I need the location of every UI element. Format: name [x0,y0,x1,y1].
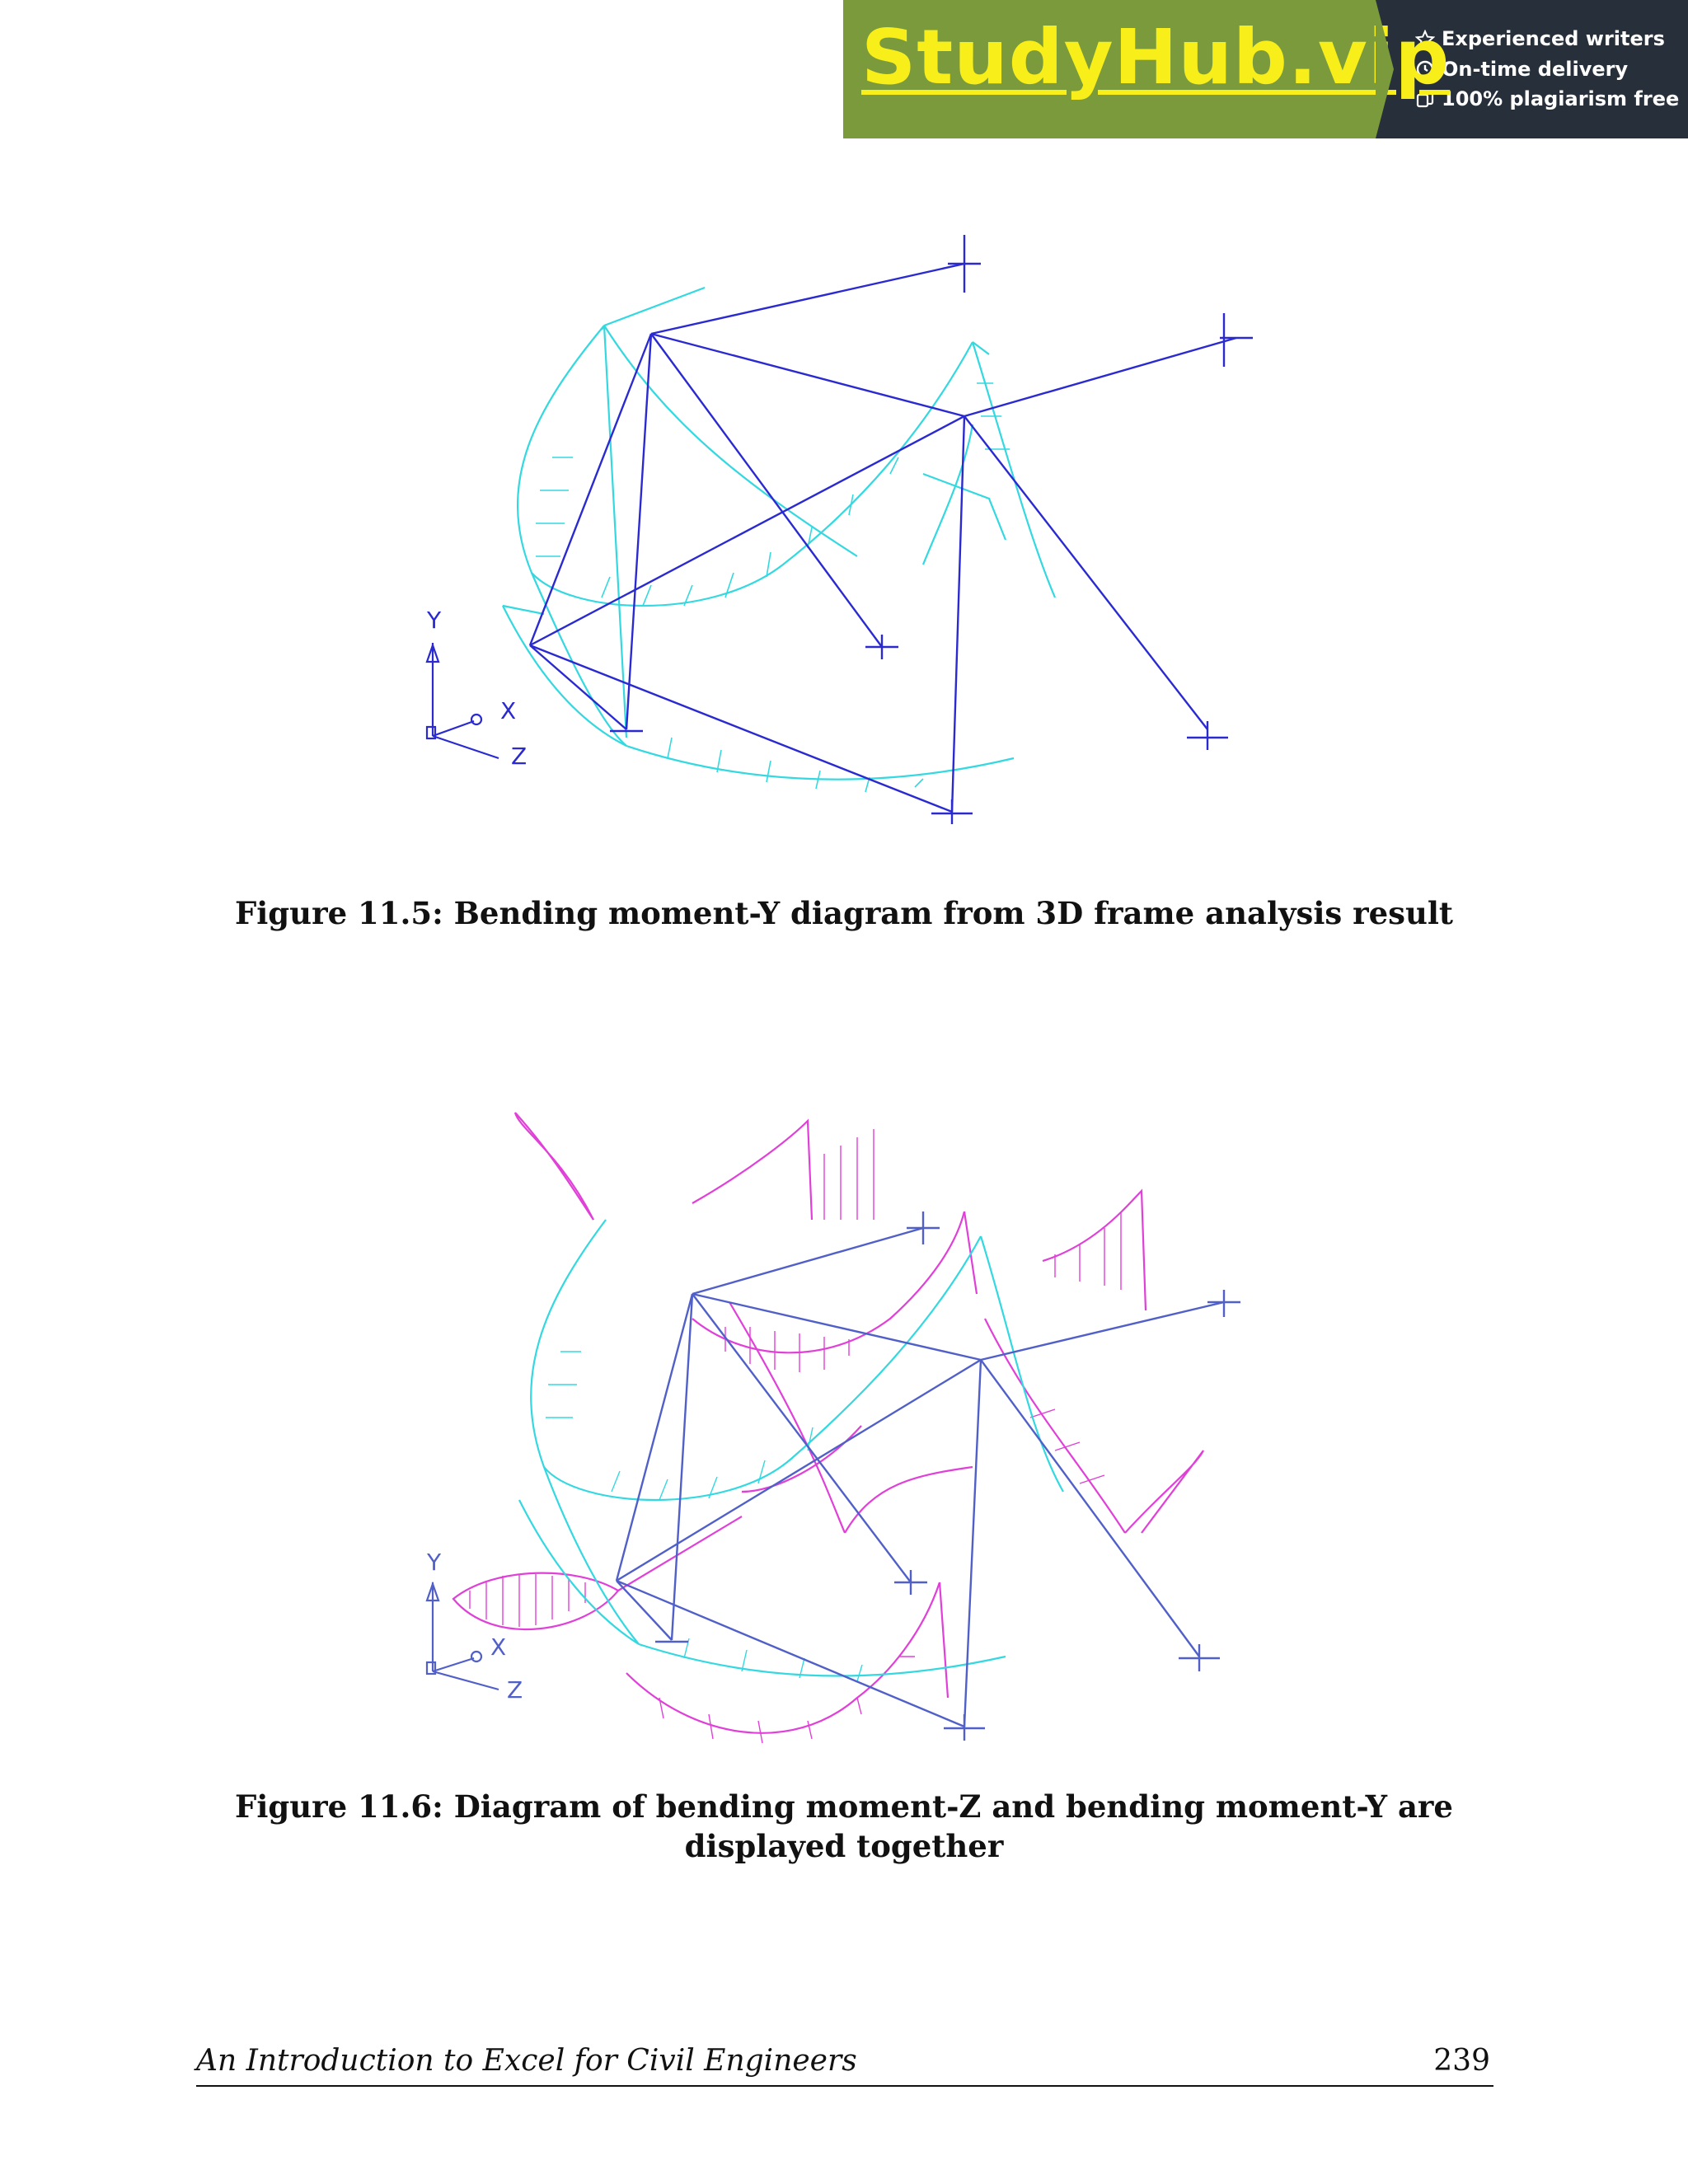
bending-moment-y-diagram [396,210,1294,837]
axis-label-y: Y [427,607,442,634]
figure-caption: Figure 11.5: Bending moment-Y diagram from 3D frame analysis result [234,895,1454,931]
axis-label-z: Z [511,743,528,770]
book-title: An Introduction to Excel for Civil Engineers [196,2044,857,2078]
axis-triad [427,643,499,758]
feature-label: Experienced writers [1442,27,1665,51]
feature-label: 100% plagiarism free [1442,87,1680,111]
axis-triad [427,1582,499,1690]
axis-label-x: X [490,1633,507,1661]
page-footer [196,2039,1493,2087]
brand-logo[interactable]: StudyHub.vip [861,13,1451,101]
page-number: 239 [1433,2044,1490,2078]
feature-item [1415,88,1688,110]
feature-label: On-time delivery [1442,57,1629,81]
axis-label-z: Z [507,1676,523,1704]
feature-item [1415,28,1688,49]
brand-panel[interactable] [843,0,1451,138]
feature-item [1415,59,1688,80]
axis-label-y: Y [427,1549,442,1576]
moment-z-hatching [470,1129,1121,1743]
moment-z-curves [453,1113,1203,1733]
moment-y-curves [503,288,1055,780]
moment-y-hatching [546,1352,862,1681]
bending-moment-z-y-diagram [396,1104,1294,1747]
axis-label-x: X [500,697,517,724]
moment-y-hatching [536,383,1010,792]
figure-caption: Figure 11.6: Diagram of bending moment-Z and bending moment-Y are displayed together [235,1788,1453,1864]
frame-members [530,264,1236,812]
studyhub-banner[interactable] [843,0,1688,138]
support-markers [610,235,1253,824]
